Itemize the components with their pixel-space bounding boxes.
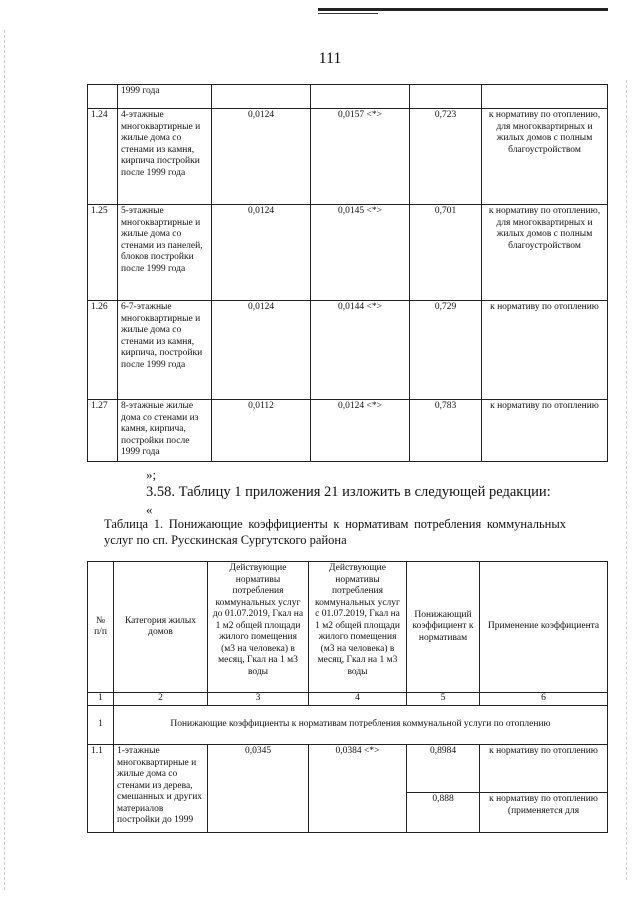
cell-num: 1.27 <box>88 400 118 462</box>
cell-category: 6-7-этажные многоквартирные и жилые дома со стенами из камня, кирпича, постройки после 1999 года <box>118 301 212 400</box>
coefficients-table <box>87 561 608 833</box>
cell-norm-after <box>311 85 410 109</box>
cell-coefficient <box>410 85 482 109</box>
column-number: 1 <box>88 693 114 706</box>
cell-category: 1-этажные многоквартирные и жилые дома со стенами из дерева, смешанных и других материалов постройки до 1999 <box>114 745 208 833</box>
cell-application: к нормативу по отоплению, для многоквартирных и жилых домов с полным благоустройством <box>482 109 608 205</box>
cell-coefficient: 0,701 <box>410 205 482 301</box>
cell-norm-before: 0,0112 <box>212 400 311 462</box>
cell-num: 1.24 <box>88 109 118 205</box>
cell-category: 5-этажные многоквартирные и жилые дома со стенами из панелей, блоков постройки после 1999 года <box>118 205 212 301</box>
cell-num <box>88 85 118 109</box>
column-number: 5 <box>407 693 480 706</box>
cell-application <box>482 85 608 109</box>
cell-norm-after: 0,0145 <*> <box>311 205 410 301</box>
section-num: 1 <box>88 706 114 745</box>
column-number: 2 <box>114 693 208 706</box>
cell-num: 1.1 <box>88 745 114 833</box>
cell-norm-before: 0,0345 <box>208 745 309 833</box>
header-coefficient: Понижающий коэффициент к нормативам <box>407 562 480 693</box>
cell-coefficient: 0,8984 <box>407 745 480 793</box>
scan-edge-left <box>4 30 6 890</box>
cell-category: 1999 года <box>118 85 212 109</box>
scan-top-rule-thin <box>318 13 378 14</box>
continued-table <box>87 84 608 462</box>
cell-application: к нормативу по отоплению <box>482 400 608 462</box>
header-num: № п/п <box>88 562 114 693</box>
table-row <box>88 85 608 109</box>
cell-application: к нормативу по отоплению, для многоквартирных и жилых домов с полным благоустройством <box>482 205 608 301</box>
cell-application: к нормативу по отоплению <box>482 301 608 400</box>
closing-quote: »; <box>146 467 157 482</box>
column-number: 6 <box>480 693 608 706</box>
cell-norm-after: 0,0157 <*> <box>311 109 410 205</box>
cell-category: 4-этажные многоквартирные и жилые дома со стенами из камня, кирпича постройки после 1999 года <box>118 109 212 205</box>
header-norm-after: Действующие нормативы потребления коммунальных услуг с 01.07.2019, Гкал на 1 м2 общей площади жилого помещения (м3 на человека) в месяц, Гкал на 1 м3 воды <box>309 562 407 693</box>
opening-quote: « <box>146 502 153 517</box>
cell-norm-before: 0,0124 <box>212 205 311 301</box>
cell-norm-after: 0,0384 <*> <box>309 745 407 833</box>
cell-norm-before <box>212 85 311 109</box>
cell-num: 1.26 <box>88 301 118 400</box>
column-number: 3 <box>208 693 309 706</box>
cell-coefficient: 0,888 <box>407 793 480 833</box>
header-category: Категория жилых домов <box>114 562 208 693</box>
table-row <box>88 400 608 462</box>
cell-norm-after: 0,0124 <*> <box>311 400 410 462</box>
column-number: 4 <box>309 693 407 706</box>
table-row <box>88 109 608 205</box>
table-row <box>88 301 608 400</box>
header-application: Применение коэффициента <box>480 562 608 693</box>
cell-category: 8-этажные жилые дома со стенами из камня, кирпича, постройки после 1999 года <box>118 400 212 462</box>
amendment-item: 3.58. Таблицу 1 приложения 21 изложить в следующей редакции: <box>146 484 551 500</box>
cell-application: к нормативу по отоплению (применяется для <box>480 793 608 833</box>
cell-coefficient: 0,783 <box>410 400 482 462</box>
page-number: 111 <box>318 50 342 67</box>
cell-norm-before: 0,0124 <box>212 109 311 205</box>
table-caption: Таблица 1. Понижающие коэффициенты к нормативам потребления коммунальных услуг по сп. Русскинская Сургутского района <box>104 517 566 547</box>
cell-num: 1.25 <box>88 205 118 301</box>
column-number-row <box>88 693 608 706</box>
cell-norm-after: 0,0144 <*> <box>311 301 410 400</box>
section-row <box>88 706 608 745</box>
table-row <box>88 205 608 301</box>
table-row <box>88 745 608 793</box>
cell-norm-before: 0,0124 <box>212 301 311 400</box>
cell-coefficient: 0,723 <box>410 109 482 205</box>
table-header-row <box>88 562 608 693</box>
cell-coefficient: 0,729 <box>410 301 482 400</box>
section-title: Понижающие коэффициенты к нормативам потребления коммунальной услуги по отоплению <box>114 706 608 745</box>
scan-top-rule <box>318 8 608 11</box>
header-norm-before: Действующие нормативы потребления коммунальных услуг до 01.07.2019, Гкал на 1 м2 общей площади жилого помещения (м3 на человека) в месяц, Гкал на 1 м3 воды <box>208 562 309 693</box>
cell-application: к нормативу по отоплению <box>480 745 608 793</box>
scan-edge-right <box>626 80 628 880</box>
